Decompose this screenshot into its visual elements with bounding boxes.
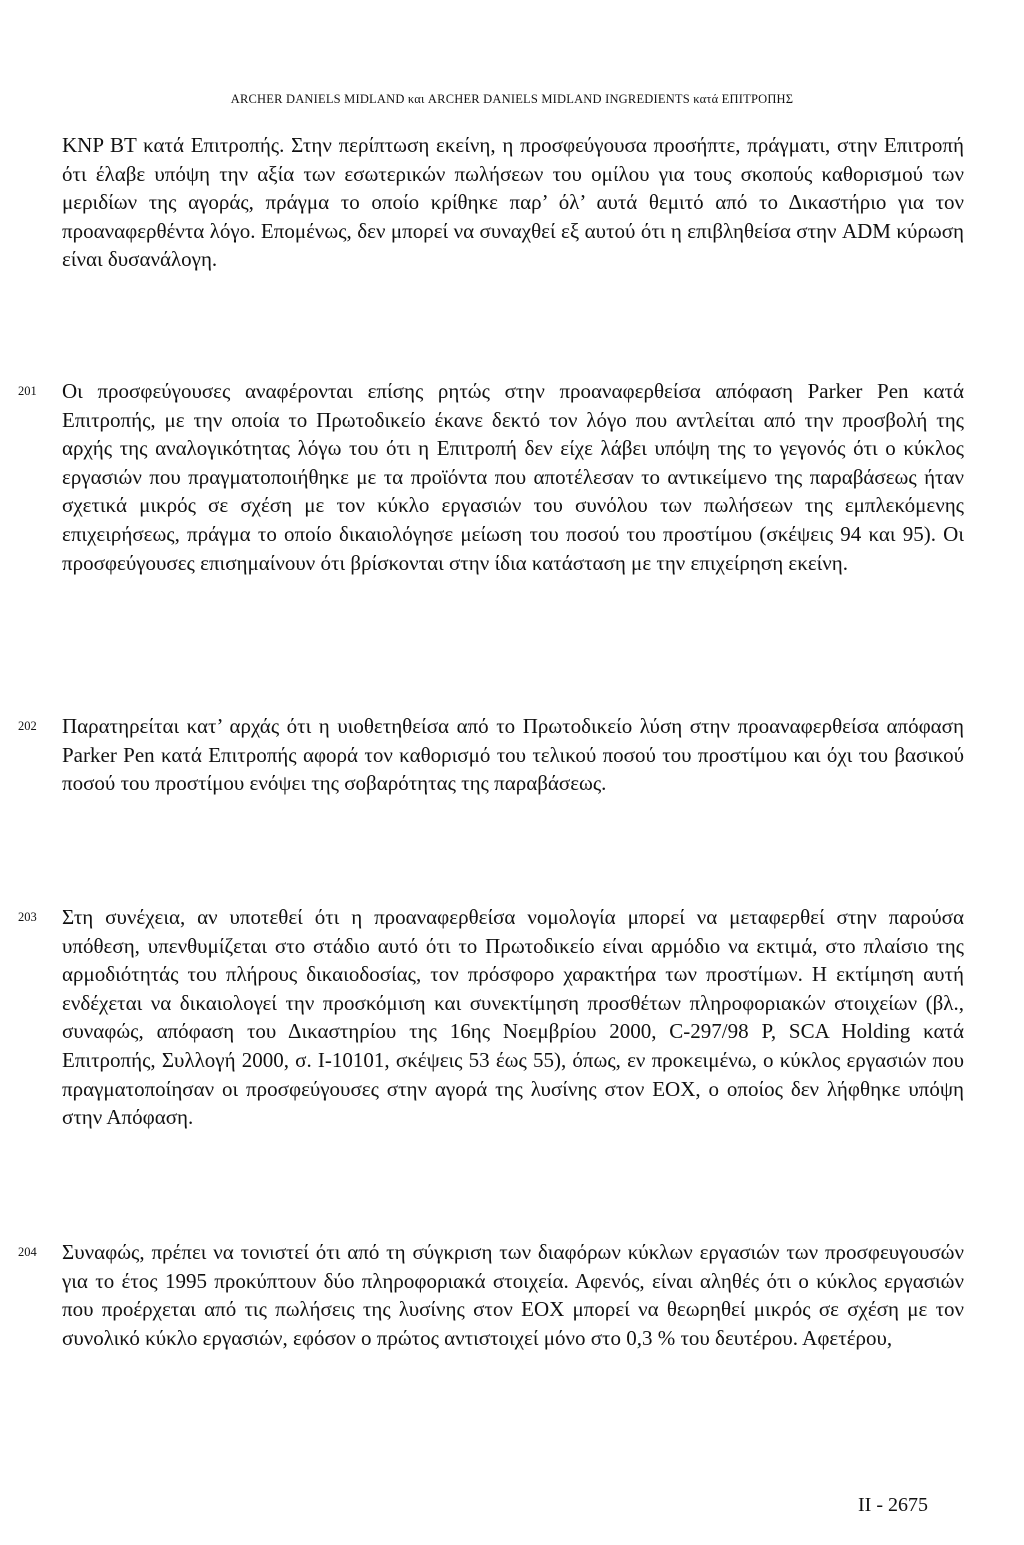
running-header: ARCHER DANIELS MIDLAND και ARCHER DANIELS MIDLAND INGREDIENTS κατά ΕΠΙΤΡΟΠΗΣ — [230, 92, 794, 106]
paragraph-number-204: 204 — [18, 1245, 37, 1259]
paragraph-203: Στη συνέχεια, αν υποτεθεί ότι η προαναφερθείσα νομολογία μπορεί να μεταφερθεί στην παρούσα υπόθεση, υπενθυμίζεται στο στάδιο αυτό ότι το Πρωτοδικείο είναι αρμόδιο να εκτιμά, στο πλαίσιο της αρμοδιότητάς του πλήρους δικαιοδοσίας, τον πρόσφορο χαρακτήρα των προστίμων. Η εκτίμηση αυτή ενδέχεται να δικαιολογεί την προσκόμιση και συνεκτίμηση προσθέτων πληροφοριακών στοιχείων (βλ., συναφώς, απόφαση του Δικαστηρίου της 16ης Νοεμβρίου 2000, C-297/98 P, SCA Holding κατά Επιτροπής, Συλλογή 2000, σ. I-10101, σκέψεις 53 έως 55), όπως, εν προκειμένω, ο κύκλος εργασιών που πραγματοποίησαν οι προσφεύγουσες στην αγορά της λυσίνης στον ΕΟΧ, ο οποίος δεν λήφθηκε υπόψη στην Απόφαση. — [62, 905, 964, 1130]
paragraph-204: Συναφώς, πρέπει να τονιστεί ότι από τη σύγκριση των διαφόρων κύκλων εργασιών των προσφευγουσών για το έτος 1995 προκύπτουν δύο πληροφοριακά στοιχεία. Αφενός, είναι αληθές ότι ο κύκλος εργασιών που προέρχεται από τις πωλήσεις της λυσίνης στον ΕΟΧ μπορεί να θεωρηθεί μικρός σε σχέση με τον συνολικό κύκλο εργασιών, εφόσον ο πρώτος αντιστοιχεί μόνο στο 0,3 % του δευτέρου. Αφετέρου, — [62, 1240, 964, 1350]
page-number: II - 2675 — [858, 1494, 928, 1516]
paragraph-continuation: KNP BT κατά Επιτροπής. Στην περίπτωση εκείνη, η προσφεύγουσα προσήπτε, πράγματι, στην Επιτροπή ότι έλαβε υπόψη την αξία των εσωτερικών πωλήσεων του ομίλου για τους σκοπούς καθορισμού των μεριδίων της αγοράς, πράγμα το οποίο κρίθηκε παρ’ όλ’ αυτά θεμιτό από το Δικαστήριο για τον προαναφερθέντα λόγο. Επομένως, δεν μπορεί να συναχθεί εξ αυτού ότι η επιβληθείσα στην ADM κύρωση είναι δυσανάλογη. — [62, 133, 964, 272]
paragraph-201: Οι προσφεύγουσες αναφέρονται επίσης ρητώς στην προαναφερθείσα απόφαση Parker Pen κατά Επιτροπής, με την οποία το Πρωτοδικείο έκανε δεκτό τον λόγο που αντλείται από την προσβολή της αρχής της αναλογικότητας λόγω του ότι η Επιτροπή δεν είχε λάβει υπόψη της το γεγονός ότι ο κύκλος εργασιών που πραγματοποιήθηκε με τα προϊόντα που αποτέλεσαν το αντικείμενο της παραβάσεως ήταν σχετικά μικρός σε σχέση με τον κύκλο εργασιών του συνόλου των πωλήσεων της εμπλεκόμενης επιχειρήσεως, πράγμα το οποίο δικαιολόγησε μείωση του ποσού του προστίμου (σκέψεις 94 και 95). Οι προσφεύγουσες επισημαίνουν ότι βρίσκονται στην ίδια κατάσταση με την επιχείρηση εκείνη. — [62, 379, 964, 575]
paragraph-202: Παρατηρείται κατ’ αρχάς ότι η υιοθετηθείσα από το Πρωτοδικείο λύση στην προαναφερθείσα απόφαση Parker Pen κατά Επιτροπής αφορά τον καθορισμό του τελικού ποσού του προστίμου και όχι του βασικού ποσού του προστίμου ενόψει της σοβαρότητας της παραβάσεως. — [62, 714, 964, 796]
paragraph-number-203: 203 — [18, 910, 37, 924]
paragraph-number-201: 201 — [18, 384, 37, 398]
paragraph-number-202: 202 — [18, 719, 37, 733]
